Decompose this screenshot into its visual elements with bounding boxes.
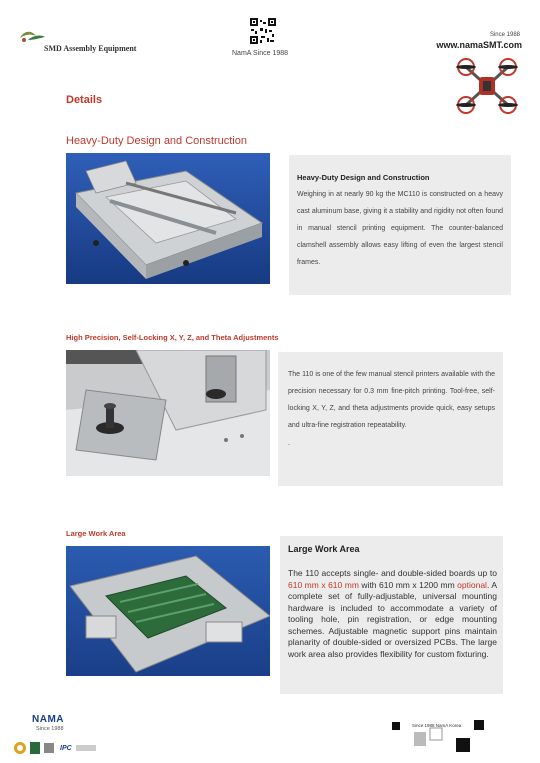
section-title-work-area: Large Work Area xyxy=(66,529,126,538)
since-label: Since 1988 xyxy=(489,32,520,38)
qr-code-icon xyxy=(250,18,276,44)
text-part: with 610 mm x 1200 mm xyxy=(358,579,458,590)
box-title: Large Work Area xyxy=(288,544,360,554)
info-box-precision xyxy=(278,352,503,486)
box-title: Heavy-Duty Design and Construction xyxy=(297,173,430,182)
certification-badges-icon xyxy=(14,738,124,758)
company-logo xyxy=(14,26,144,62)
section-title-heavy-duty: Heavy-Duty Design and Construction xyxy=(66,135,247,147)
footer-since: Since 1988 xyxy=(36,726,64,732)
footer-right-text: Since 1988 NamA Korea xyxy=(412,723,462,728)
page-title: Details xyxy=(66,94,103,106)
box-paragraph: Weighing in at nearly 90 kg the MC110 is constructed on a heavy cast aluminum base, giving it a stability and rigidity not often found in manual stencil printing equipment. The counter-balanced clamshell assembly allows easy lifting of even the largest stencil frames. xyxy=(297,191,503,266)
qr-caption: NamA Since 1988 xyxy=(232,50,289,57)
text-part: . A complete set of fully-adjustable, universal mounting hardware is included to accommodate a variety of tooling hole, pin registration, or edge mounting schemes. Adjustable magnetic support pins maintain planarity of double-sided or oversized PCBs. The large work area also provides flexibility for custom fixturing. xyxy=(288,579,497,659)
text-part: The 110 accepts single- and double-sided boards up to xyxy=(288,568,497,578)
highlight-size: 610 mm x 610 mm xyxy=(288,579,359,590)
box-paragraph xyxy=(288,568,497,660)
drone-image xyxy=(452,55,522,117)
info-box-heavy-duty xyxy=(289,155,511,295)
bird-logo-icon xyxy=(18,28,46,46)
footer-logo: NAMA xyxy=(32,714,64,725)
photo-printer-full xyxy=(66,153,270,284)
photo-work-area xyxy=(66,546,270,676)
svg-text:IPC: IPC xyxy=(60,745,72,752)
box-paragraph: The 110 is one of the few manual stencil printers available with the precision necessary for 0.3 mm fine-pitch printing. Tool-free, self-locking X, Y, Z, and theta adjustments provide quick, easy setups and ultra-fine registration repeatability. xyxy=(288,371,495,429)
section-title-precision: High Precision, Self-Locking X, Y, Z, and Theta Adjustments xyxy=(66,333,279,342)
logo-text: SMD Assembly Equipment xyxy=(44,44,137,53)
photo-adjustment-knobs xyxy=(66,350,270,476)
info-box-work-area xyxy=(280,536,503,694)
website-link[interactable]: www.namaSMT.com xyxy=(436,40,522,50)
box-dot: . xyxy=(288,440,290,447)
highlight-optional: optional xyxy=(457,579,487,590)
